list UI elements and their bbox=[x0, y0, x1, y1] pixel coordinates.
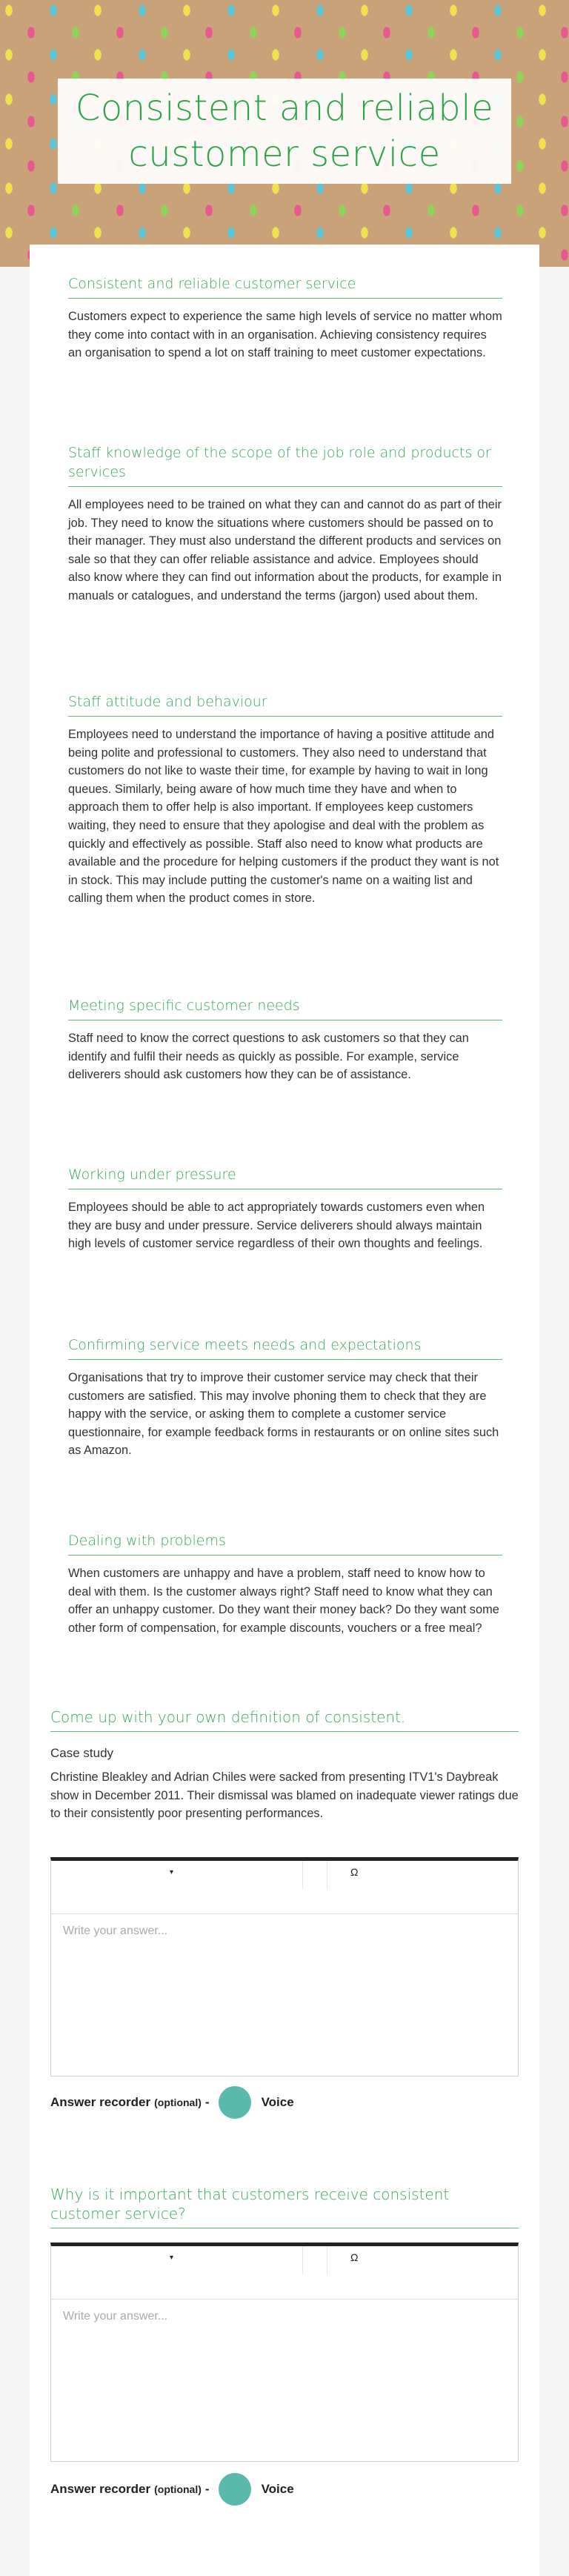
section-title: Confirming service meets needs and expectations bbox=[68, 1335, 502, 1360]
record-button[interactable] bbox=[219, 2086, 251, 2119]
question-title: Come up with your own definition of consistent. bbox=[50, 1707, 519, 1732]
recorder-dash: - bbox=[204, 2482, 210, 2496]
section-confirming-service bbox=[68, 1335, 502, 1460]
section-body: All employees need to be trained on what they can and cannot do as part of their job. They need to know the situations where customers should be passed on to their manager. They must also understand the different products and services on sale so that they can offer reliable assistance and advice. Employees should also know where they can find out information about the products, for example in manuals or catalogues, and understand the terms (jargon) used about them. bbox=[68, 498, 502, 602]
answer-editor bbox=[50, 2243, 519, 2462]
special-character-icon[interactable]: Ω bbox=[350, 1866, 359, 1878]
section-staff-attitude bbox=[68, 692, 502, 908]
format-select[interactable] bbox=[51, 2246, 303, 2274]
section-dealing-problems bbox=[68, 1531, 502, 1637]
section-title: Meeting specific customer needs bbox=[68, 996, 502, 1020]
special-character-icon[interactable]: Ω bbox=[350, 2251, 359, 2263]
recorder-dash: - bbox=[204, 2095, 210, 2109]
hero-title-box bbox=[58, 79, 511, 184]
content-card bbox=[30, 245, 539, 2576]
section-title: Staff attitude and behaviour bbox=[68, 692, 502, 717]
case-study-label: Case study bbox=[50, 1746, 114, 1760]
section-body: Customers expect to experience the same high levels of service no matter whom they come into contact with in an organisation. Achieving consistency requires an organisation to spend a lot on staff training to meet customer expectations. bbox=[68, 310, 502, 360]
recorder-optional: (optional) bbox=[154, 2097, 202, 2108]
answer-recorder bbox=[50, 2085, 294, 2119]
section-title: Consistent and reliable customer service bbox=[68, 274, 502, 299]
chevron-down-icon: ▾ bbox=[170, 2254, 174, 2262]
section-staff-knowledge bbox=[68, 443, 502, 605]
section-title: Dealing with problems bbox=[68, 1531, 502, 1556]
format-select[interactable] bbox=[51, 1861, 303, 1889]
section-body: Staff need to know the correct questions to ask customers so that they can identify and fulfil their needs as quickly as possible. For example, service deliverers should ask customers how they can be of assistance. bbox=[68, 1032, 469, 1082]
section-title: Staff knowledge of the scope of the job role and products or services bbox=[68, 443, 502, 487]
section-under-pressure bbox=[68, 1165, 502, 1253]
record-button[interactable] bbox=[219, 2473, 251, 2506]
answer-recorder bbox=[50, 2472, 294, 2506]
editor-toolbar bbox=[51, 2246, 518, 2300]
case-study-text: Christine Bleakley and Adrian Chiles were sacked from presenting ITV1's Daybreak show in December 2011. Their dismissal was blamed on inadequate viewer ratings due to their consistently poor presenting performances. bbox=[50, 1770, 519, 1821]
voice-label: Voice bbox=[261, 2482, 294, 2496]
section-body: Employees should be able to act appropriately towards customers even when they are busy and under pressure. Service deliverers should always maintain high levels of customer service regardless of their own thoughts and feelings. bbox=[68, 1201, 485, 1251]
section-title: Working under pressure bbox=[68, 1165, 502, 1189]
section-body: When customers are unhappy and have a problem, staff need to know how to deal with them. Is the customer always right? Staff need to know what they can offer an unhappy customer. Do they want their money back? Do they want some other form of compensation, for example discounts, vouchers or a free meal? bbox=[68, 1567, 499, 1635]
voice-label: Voice bbox=[261, 2095, 294, 2109]
answer-editor bbox=[50, 1857, 519, 2077]
question-title: Why is it important that customers receive consistent customer service? bbox=[50, 2185, 519, 2228]
chevron-down-icon: ▾ bbox=[170, 1868, 174, 1876]
section-consistent-service bbox=[68, 274, 502, 362]
recorder-label: Answer recorder bbox=[50, 2095, 151, 2109]
recorder-optional: (optional) bbox=[154, 2483, 202, 2495]
section-body: Organisations that try to improve their customer service may check that their customers are satisfied. This may involve phoning them to check that they are happy with the service, or asking them to complete a customer service questionnaire, for example feedback forms in restaurants or on online sites such as Amazon. bbox=[68, 1371, 499, 1458]
hero-banner bbox=[0, 0, 569, 267]
section-specific-needs bbox=[68, 996, 502, 1084]
recorder-label: Answer recorder bbox=[50, 2482, 151, 2496]
editor-toolbar bbox=[51, 1861, 518, 1914]
page-title: Consistent and reliable customer service bbox=[75, 87, 494, 175]
section-body: Employees need to understand the importance of having a positive attitude and being polite and professional to customers. They also need to understand that customers do not like to waste their time, for example by having to wait in long queues. Similarly, being aware of how much time they have and when to approach them to offer help is also important. If employees keep customers waiting, they need to ensure that they apologise and deal with the problem as quickly and effectively as possible. Staff also need to know what products are available and the procedure for helping customers if the product they want is not in stock. This may include putting the customer's name on a waiting list and calling them when the product comes in store. bbox=[68, 728, 499, 906]
answer-input[interactable] bbox=[51, 2300, 518, 2461]
answer-input[interactable] bbox=[51, 1914, 518, 2076]
